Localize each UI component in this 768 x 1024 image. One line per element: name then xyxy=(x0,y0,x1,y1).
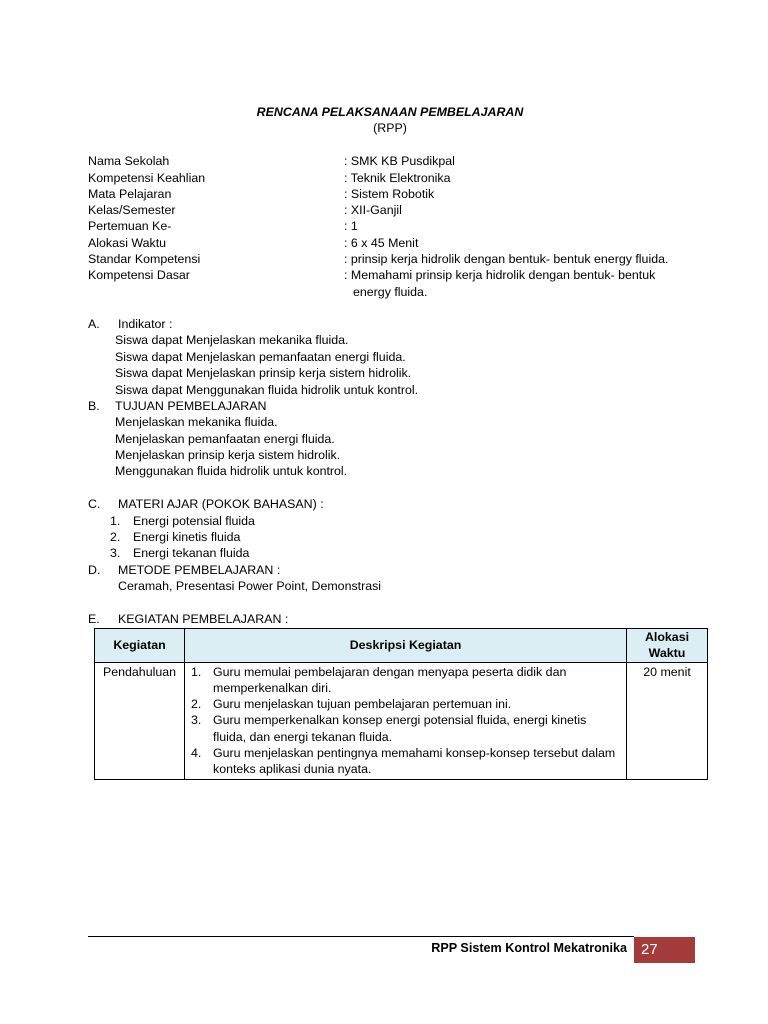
identity-label-standard: Standar Kompetensi xyxy=(88,252,201,266)
section-e-letter: E. xyxy=(88,612,100,626)
identity-value-meeting: : 1 xyxy=(344,219,358,233)
section-d-text: Ceramah, Presentasi Power Point, Demonstrasi xyxy=(118,579,382,593)
section-b-letter: B. xyxy=(88,399,100,413)
section-c-title: MATERI AJAR (POKOK BAHASAN) : xyxy=(118,497,324,511)
document-title: RENCANA PELAKSANAAN PEMBELAJARAN xyxy=(256,105,524,119)
section-c-item: Energi kinetis fluida xyxy=(133,530,241,544)
section-d-letter: D. xyxy=(88,563,101,577)
section-b-title: TUJUAN PEMBELAJARAN xyxy=(115,399,267,413)
section-c-item-number: 3. xyxy=(110,546,121,560)
section-c-item: Energi tekanan fluida xyxy=(133,546,250,560)
cell-deskripsi xyxy=(185,662,627,779)
section-a-item: Siswa dapat Menjelaskan mekanika fluida. xyxy=(115,333,349,347)
section-b-item: Menjelaskan mekanika fluida. xyxy=(115,415,278,429)
identity-value-basic-cont: energy fluida. xyxy=(353,285,428,299)
header-alokasi-waktu: Alokasi Waktu xyxy=(627,629,708,663)
section-a-item: Siswa dapat Menjelaskan pemanfaatan energi fluida. xyxy=(115,350,406,364)
section-a-item: Siswa dapat Menggunakan fluida hidrolik untuk kontrol. xyxy=(115,383,419,397)
identity-value-time: : 6 x 45 Menit xyxy=(344,236,419,250)
identity-label-meeting: Pertemuan Ke- xyxy=(88,219,172,233)
section-b-item: Menjelaskan pemanfaatan energi fluida. xyxy=(115,432,335,446)
document-subtitle: (RPP) xyxy=(373,121,407,135)
activity-step xyxy=(191,664,620,697)
section-c-item-number: 2. xyxy=(110,530,121,544)
section-a-title: Indikator : xyxy=(118,317,173,331)
section-c-letter: C. xyxy=(88,497,101,511)
activity-step-number: 3. xyxy=(191,713,202,728)
identity-label-subject: Mata Pelajaran xyxy=(88,187,172,201)
section-e-title: KEGIATAN PEMBELAJARAN : xyxy=(118,612,289,626)
section-c-item-number: 1. xyxy=(110,514,121,528)
identity-value-basic: : Memahami prinsip kerja hidrolik dengan bentuk- bentuk xyxy=(344,268,656,282)
cell-kegiatan: Pendahuluan xyxy=(95,662,185,779)
footer-rule xyxy=(88,936,634,937)
identity-value-subject: : Sistem Robotik xyxy=(344,187,435,201)
identity-label-competency: Kompetensi Keahlian xyxy=(88,171,206,185)
page-number: 27 xyxy=(634,937,695,963)
identity-value-standard: : prinsip kerja hidrolik dengan bentuk- bentuk energy fluida. xyxy=(344,252,669,266)
header-deskripsi: Deskripsi Kegiatan xyxy=(185,629,627,663)
activity-step xyxy=(191,696,620,712)
activity-step-text: Guru menjelaskan tujuan pembelajaran pertemuan ini. xyxy=(213,697,512,712)
section-d-title: METODE PEMBELAJARAN : xyxy=(118,563,281,577)
header-kegiatan: Kegiatan xyxy=(95,629,185,663)
section-a-item: Siswa dapat Menjelaskan prinsip kerja sistem hidrolik. xyxy=(115,366,412,380)
activity-step-text: Guru menjelaskan pentingnya memahami konsep-konsep tersebut dalam konteks aplikasi dunia nyata. xyxy=(213,746,616,777)
activity-step-text: Guru memulai pembelajaran dengan menyapa peserta didik dan memperkenalkan diri. xyxy=(213,664,567,695)
table-header-row xyxy=(95,629,708,663)
identity-value-school: : SMK KB Pusdikpal xyxy=(344,154,455,168)
activity-step xyxy=(191,712,620,745)
table-row xyxy=(95,662,708,779)
cell-waktu: 20 menit xyxy=(627,662,708,779)
section-b-item: Menjelaskan prinsip kerja sistem hidrolik. xyxy=(115,448,341,462)
activity-table xyxy=(94,628,708,780)
identity-label-time: Alokasi Waktu xyxy=(88,236,167,250)
identity-value-class: : XII-Ganjil xyxy=(344,203,402,217)
activity-step-number: 2. xyxy=(191,697,202,712)
activity-step xyxy=(191,745,620,778)
activity-step-number: 4. xyxy=(191,746,202,761)
section-c-item: Energi potensial fluida xyxy=(133,514,255,528)
identity-label-basic: Kompetensi Dasar xyxy=(88,268,190,282)
activity-step-text: Guru memperkenalkan konsep energi potensial fluida, energi kinetis fluida, dan energi tekanan fluida. xyxy=(213,713,587,744)
identity-label-class: Kelas/Semester xyxy=(88,203,176,217)
activity-step-number: 1. xyxy=(191,664,202,679)
identity-value-competency: : Teknik Elektronika xyxy=(344,171,451,185)
section-b-item: Menggunakan fluida hidrolik untuk kontrol. xyxy=(115,464,348,478)
section-a-letter: A. xyxy=(88,317,100,331)
footer-title: RPP Sistem Kontrol Mekatronika xyxy=(431,941,627,955)
identity-label-school: Nama Sekolah xyxy=(88,154,170,168)
